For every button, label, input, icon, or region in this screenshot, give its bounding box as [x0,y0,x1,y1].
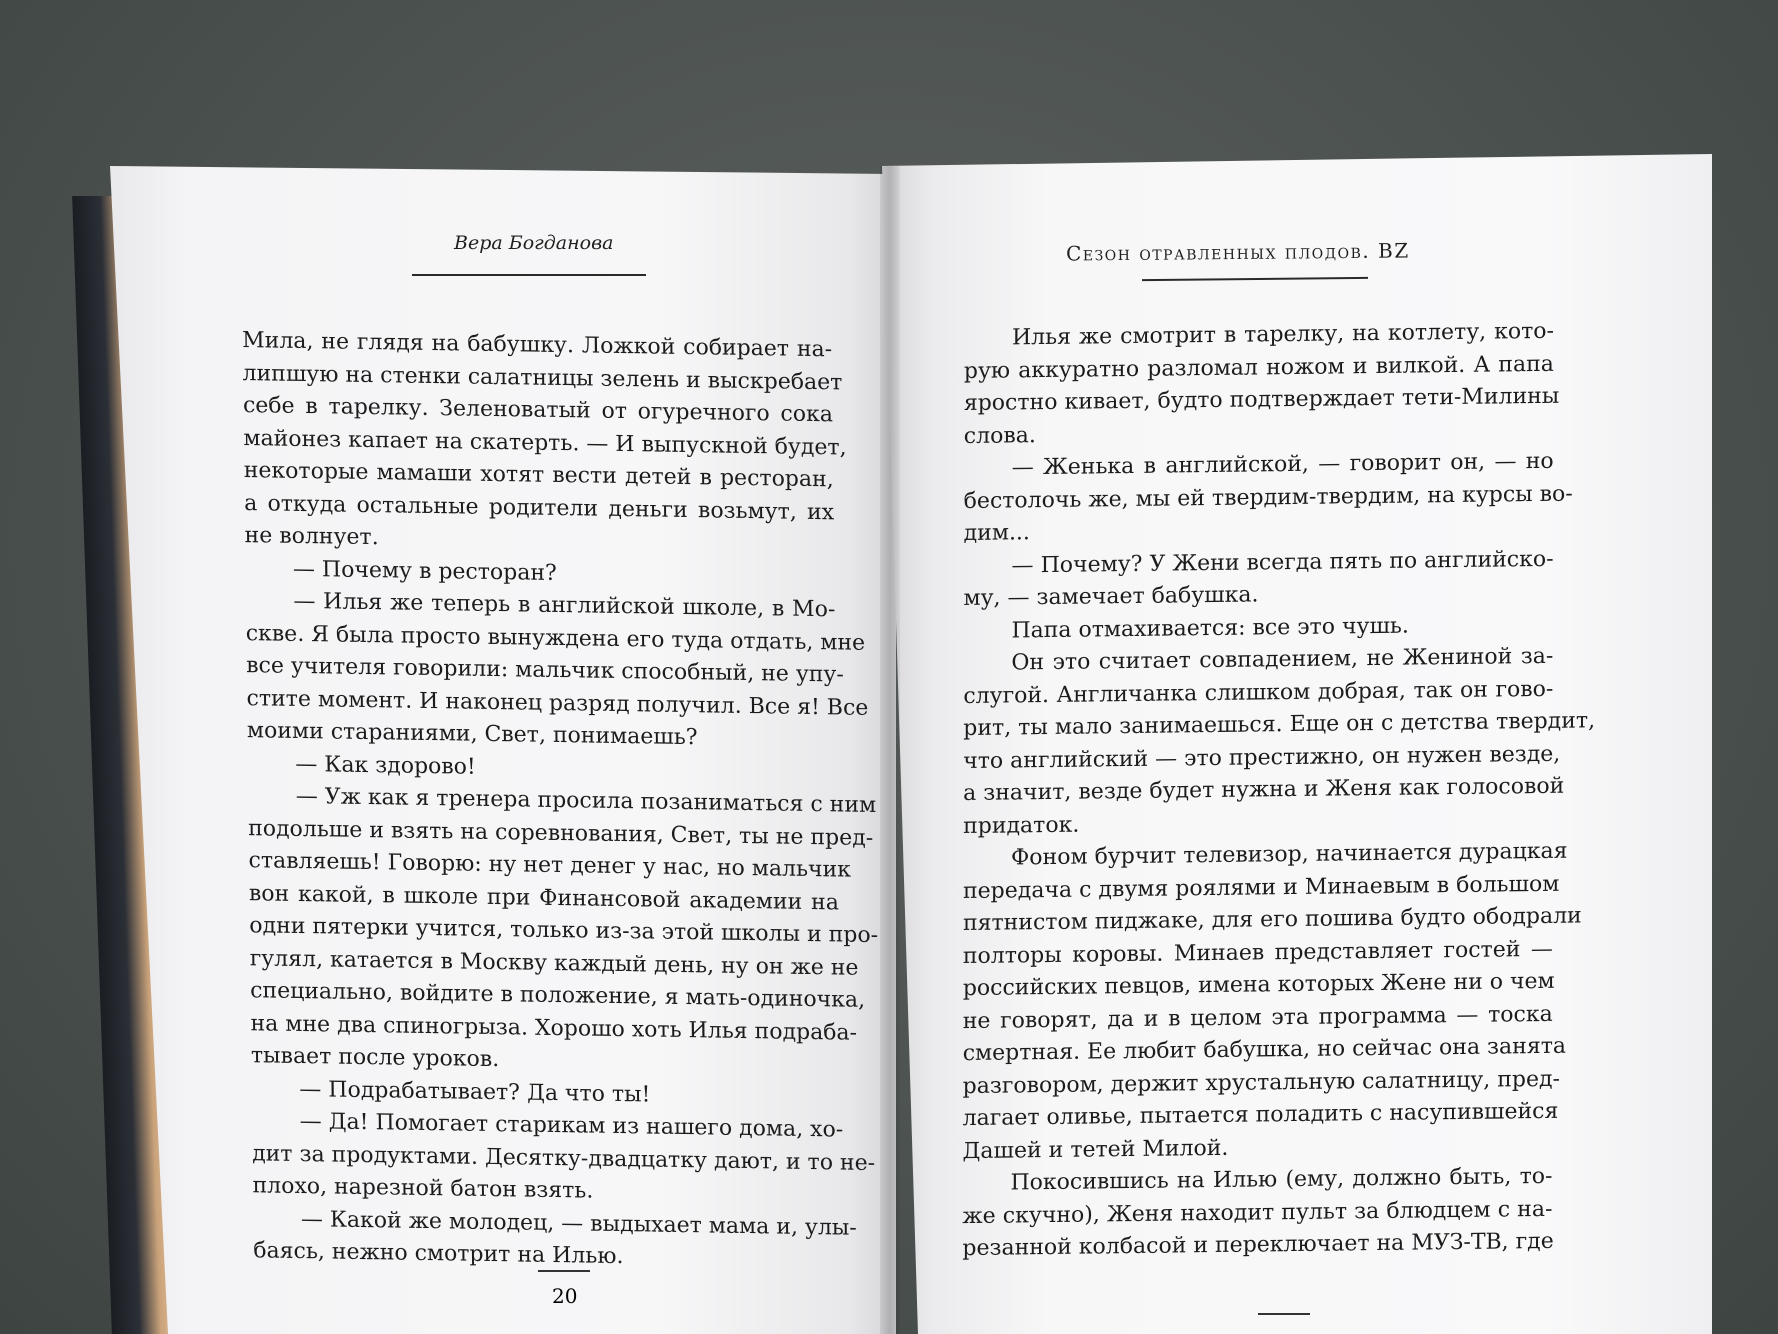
text-line: разговором, держит хрустальную салатницу, пред- [962,1066,1560,1099]
text-line: — Женька в английской, — говорит он, — но [1011,448,1554,481]
text-line: же скучно), Женя находит пульт за блюдцем с на- [962,1196,1553,1229]
text-line: рую аккуратно разломал ножом и вилкой. А папа [963,351,1554,384]
text-line: резанной колбасой и переключает на МУЗ-ТВ, где [962,1228,1554,1262]
text-line: себе в тарелку. Зеленоватый от огуречного сока [242,393,834,428]
text-line: майонез капает на скатерть. — И выпускной будет, [243,425,847,461]
text-line: скве. Я была просто вынуждена его туда отдать, мне [245,620,866,656]
text-line: одни пятерки учится, только из-за этой школы и про- [249,913,879,949]
text-line: — Подрабатывает? Да что ты! [299,1076,651,1108]
left-running-head: Вера Богданова [454,232,614,254]
text-line: стите момент. И наконец разряд получил. Все я! Все [246,685,869,721]
text-line: все учителя говорили: мальчик способный, не упу- [246,653,845,688]
text-line: — Илья же теперь в английской школе, в Мо- [293,588,836,623]
text-line: моими стараниями, Свет, понимаешь? [246,718,698,751]
text-line: не говорят, да и в целом эта программа — тоска [962,1001,1553,1034]
text-line: некоторые мамаши хотят вести детей в ресторан, [243,458,834,493]
text-line: — Почему в ресторан? [292,556,558,586]
text-line: слугой. Англичанка слишком добрая, так он гово- [963,676,1554,709]
text-line: ставляешь! Говорю: ну нет денег у нас, но мальчик [248,848,852,883]
text-line: а откуда остальные родители деньги возьмут, их [244,490,835,525]
text-line: плохо, нарезной батон взять. [252,1173,594,1204]
text-line: гулял, катается в Москву каждый день, ну он же не [249,945,859,981]
text-line: яростно кивает, будто подтверждает тети-Милины [963,383,1560,417]
text-line: — Какой же молодец, — выдыхает мама и, улы- [300,1206,857,1241]
text-line: Он это считает совпадением, не Жениной за- [1011,643,1554,676]
text-line: на мне два спиногрыза. Хорошо хоть Илья подраба- [250,1010,858,1046]
text-line: слова. [963,422,1036,449]
text-line: Мила, не глядя на бабушку. Ложкой собирает на- [242,328,833,363]
text-line: Фоном бурчит телевизор, начинается дурацкая [1011,838,1568,871]
right-page-body-text [962,316,1596,1266]
text-line: вон какой, в школе при Финансовой академии на [248,880,840,915]
text-line: — Почему? У Жени всегда пять по английско- [1011,546,1554,578]
text-line: дит за продуктами. Десятку-двадцатку дают, и то не- [251,1140,876,1176]
text-line: — Уж как я тренера просила позаниматься с ним [295,783,877,819]
text-line: тывает после уроков. [250,1043,500,1073]
left-head-rule [412,274,646,276]
text-line: бестолочь же, мы ей твердим-твердим, на курсы во- [963,481,1573,514]
text-line: специально, войдите в положение, я мать-одиночка, [249,978,866,1013]
text-line: Илья же смотрит в тарелку, на котлету, кото- [1011,318,1554,351]
text-line: Папа отмахивается: все это чушь. [1011,613,1409,643]
text-line: подольше и взять на соревнования, Свет, ты не пред- [247,815,874,851]
text-line: полторы коровы. Минаев представляет гостей — [962,936,1553,969]
page-number-rule [538,1270,590,1272]
text-line: рит, ты мало занимаешься. Еще он с детства твердит, [963,708,1596,742]
left-page-body-text [242,325,879,1277]
text-line: баясь, нежно смотрит на Илью. [253,1238,624,1270]
left-page-number: 20 [552,1284,578,1308]
text-line: Покосившись на Илью (ему, должно быть, то- [1010,1163,1553,1196]
text-line: пятнистом пиджаке, для его пошива будто ободрали [962,903,1582,937]
text-line: — Как здорово! [295,751,476,780]
text-line: му, — замечает бабушка. [963,582,1259,612]
text-line: лагает оливье, пытается поладить с насупившейся [962,1098,1559,1132]
text-line: липшую на стенки салатницы зелень и выскребает [242,360,843,395]
right-page-number-rule [1258,1313,1310,1315]
text-line: дим... [963,520,1030,547]
text-line: российских певцов, имена которых Жене ни о чем [962,968,1555,1002]
text-line: не волнует. [244,523,379,551]
text-line: придаток. [963,812,1080,839]
right-running-head: Сезон отравленных плодов. BZ [1065,238,1410,266]
text-line: — Да! Помогает старикам из нашего дома, хо- [299,1109,844,1143]
text-line: смертная. Ее любит бабушка, но сейчас она занята [962,1033,1567,1067]
book-gutter [880,166,900,1334]
text-line: что английский — это престижно, он нужен везде, [963,741,1561,774]
text-line: а значит, везде будет нужна и Женя как голосовой [963,773,1565,807]
text-line: Дашей и тетей Милой. [962,1135,1229,1164]
text-line: передача с двумя роялями и Минаевым в большом [962,871,1560,904]
